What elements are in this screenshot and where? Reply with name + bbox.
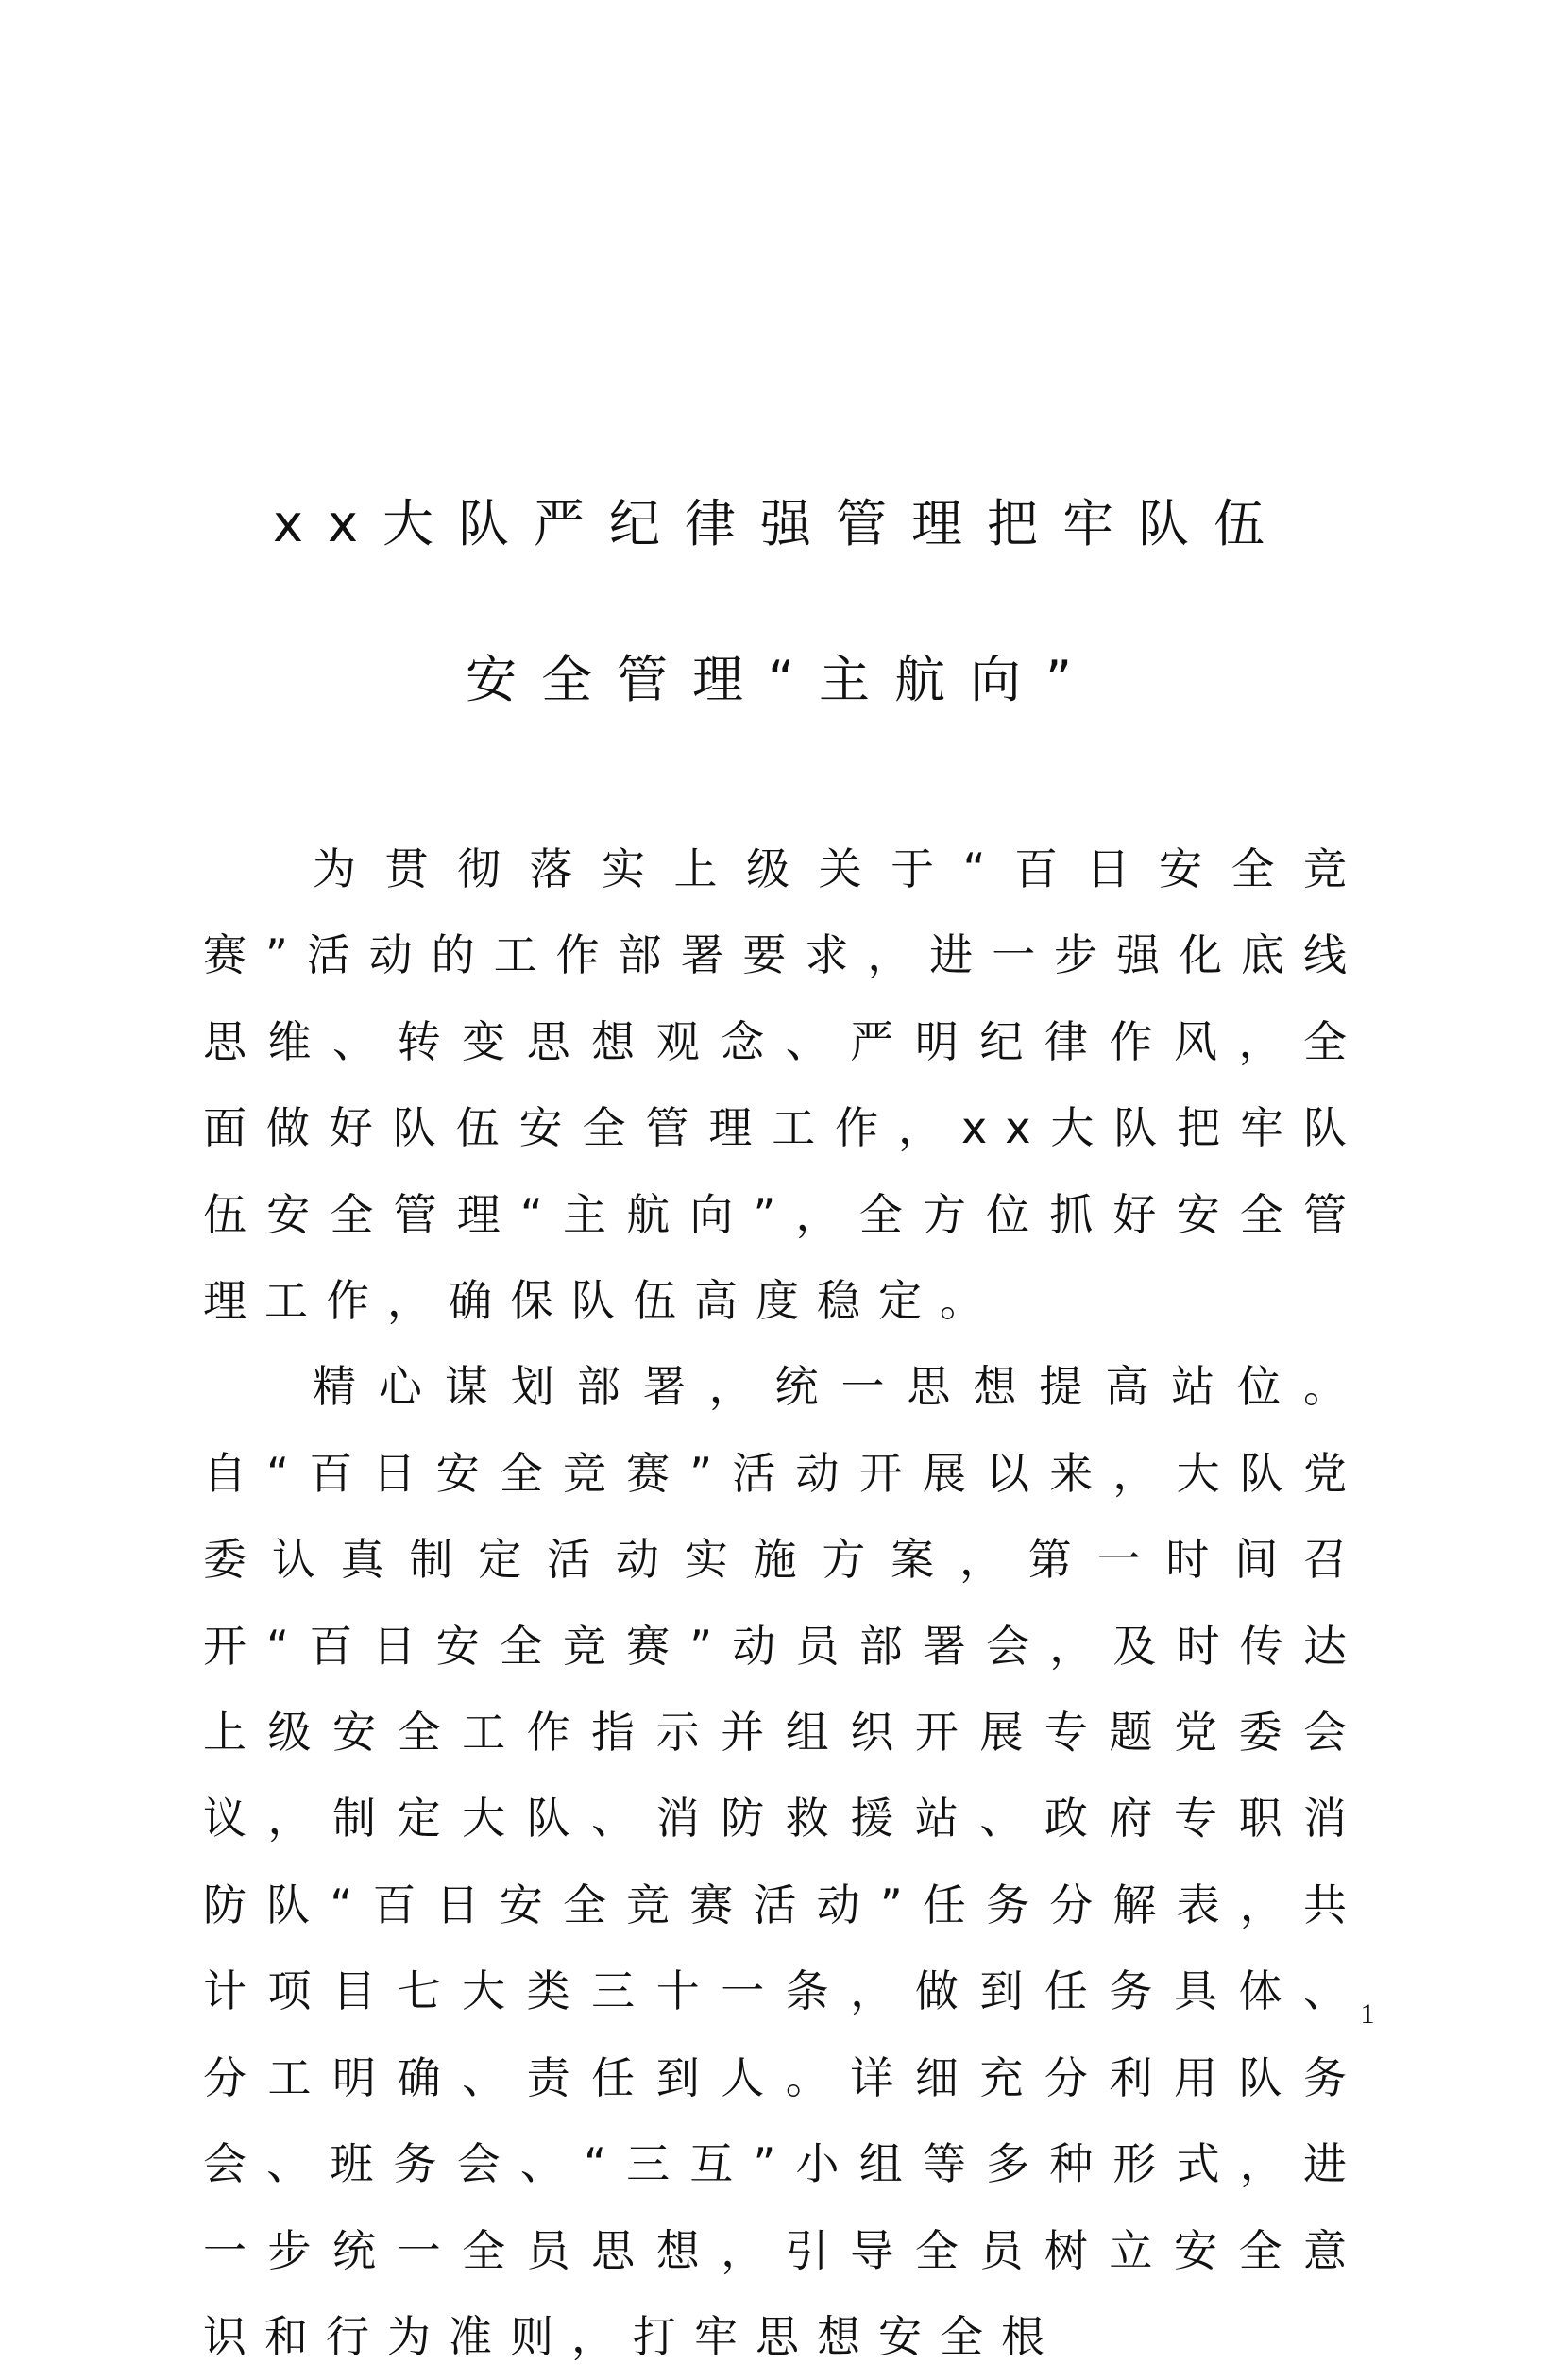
paragraph: 精心谋划部署，统一思想提高站位。自“百日安全竞赛”活动开展以来，大队党委认真制定活动实施方案，第一时间召开“百日安全竞赛”动员部署会，及时传达上级安全工作指示并组织开展专题党委会议，制定大队、消防救援站、政府专职消防队“百日安全竞赛活动”任务分解表，共计项目七大类三十一条，做到任务具体、分工明确、责任到人。详细充分利用队务会、班务会、“三互”小组等多种形式，进一步统一全员思想，引导全员树立安全意识和行为准则，打牢思想安全根 bbox=[203, 1361, 1365, 2362]
document-body bbox=[203, 826, 1365, 2380]
document-title-line-2: 安全管理“主航向” bbox=[466, 650, 1096, 709]
paragraph: 为贯彻落实上级关于“百日安全竞赛”活动的工作部署要求，进一步强化底线思维、转变思想观念、严明纪律作风，全面做好队伍安全管理工作，xx大队把牢队伍安全管理“主航向”，全方位抓好安全管理工作，确保队伍高度稳定。 bbox=[203, 843, 1365, 1327]
document-title-line-1: xx大队严纪律强管理把牢队伍 bbox=[273, 494, 1289, 553]
page-number: 1 bbox=[1360, 1998, 1375, 2030]
